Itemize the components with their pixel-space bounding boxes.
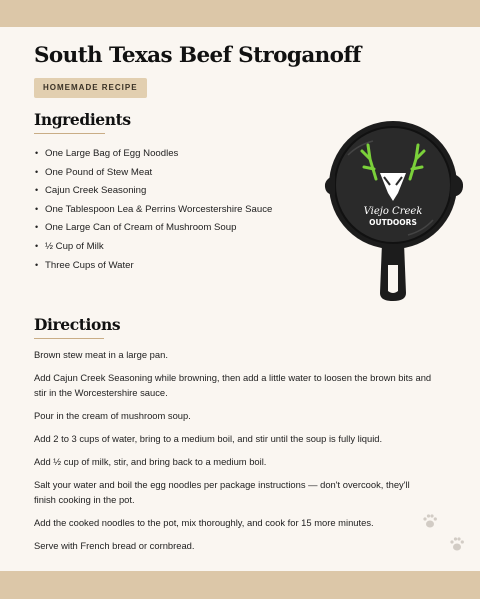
bullet-icon: • <box>35 240 39 251</box>
ingredient-item: • ½ Cup of Milk <box>35 237 272 256</box>
directions-underline <box>34 338 104 339</box>
direction-step: Add Cajun Creek Seasoning while browning, then add a little water to loosen the brown bits and stir in the Worcestershire sauce. <box>34 371 432 399</box>
page-title: South Texas Beef Stroganoff <box>34 43 361 68</box>
ingredient-item: • One Large Can of Cream of Mushroom Soup <box>35 218 272 237</box>
direction-step: Serve with French bread or cornbread. <box>34 539 195 551</box>
direction-step: Pour in the cream of mushroom soup. <box>34 410 191 422</box>
direction-step: Add the cooked noodles to the pot, mix thoroughly, and cook for 15 more minutes. <box>34 516 374 528</box>
ingredient-item: • One Tablespoon Lea & Perrins Worcestershire Sauce <box>35 200 272 219</box>
directions-heading: Directions <box>34 315 121 334</box>
ingredients-list <box>35 144 272 274</box>
ingredients-heading: Ingredients <box>34 110 131 129</box>
bullet-icon: • <box>35 259 39 270</box>
ingredient-item: • Cajun Creek Seasoning <box>35 181 272 200</box>
skillet-logo-icon <box>318 115 468 305</box>
direction-step: Brown stew meat in a large pan. <box>34 349 168 360</box>
bullet-icon: • <box>35 222 39 233</box>
brand-line1: Viejo Creek <box>363 206 423 217</box>
directions-list <box>34 347 434 560</box>
ingredient-item: • One Pound of Stew Meat <box>35 163 272 182</box>
direction-step: Add 2 to 3 cups of water, bring to a medium boil, and stir until the soup is fully liquid. <box>34 432 383 444</box>
bullet-icon: • <box>35 166 39 177</box>
paw-print-icon <box>422 513 438 529</box>
ingredient-item: • Three Cups of Water <box>35 256 272 275</box>
top-band <box>0 0 480 27</box>
ingredient-item: • One Large Bag of Egg Noodles <box>35 144 272 163</box>
paw-print-icon <box>449 536 465 552</box>
bullet-icon: • <box>35 203 39 214</box>
bottom-band <box>0 571 480 599</box>
direction-step: Salt your water and boil the egg noodles per package instructions — don't overcook, they'll finish cooking in the pot. <box>34 478 410 506</box>
ingredients-underline <box>34 133 105 134</box>
bullet-icon: • <box>35 185 39 196</box>
brand-line2: OUTDOORS <box>369 218 417 227</box>
recipe-badge: HOMEMADE RECIPE <box>34 78 147 98</box>
bullet-icon: • <box>35 148 39 158</box>
direction-step: Add ½ cup of milk, stir, and bring back to a medium boil. <box>34 455 267 467</box>
